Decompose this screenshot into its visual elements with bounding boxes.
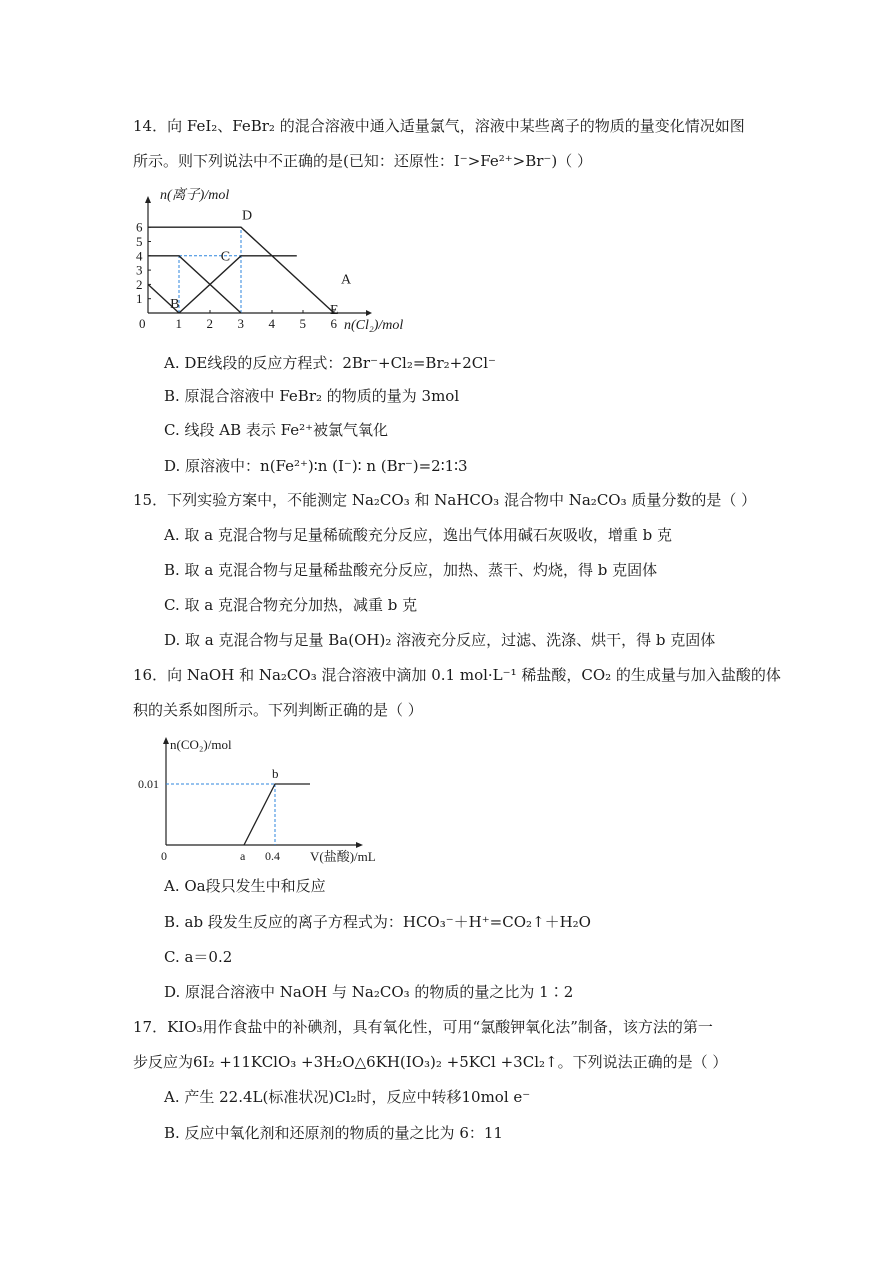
q16-option-d: D. 原混合溶液中 NaOH 与 Na₂CO₃ 的物质的量之比为 1∶2 xyxy=(164,983,574,1001)
x-tick-label: 3 xyxy=(237,316,244,331)
q16-option-a: A. Oa段只发生中和反应 xyxy=(164,877,326,895)
y-axis-label: n(CO₂)/mol xyxy=(170,737,232,752)
x-tick-label: 0.4 xyxy=(265,849,280,863)
x-axis-label: n(Cl₂)/mol xyxy=(344,318,404,333)
q16-line1: 16．向 NaOH 和 Na₂CO₃ 混合溶液中滴加 0.1 mol·L⁻¹ 稀盐酸，CO₂ 的生成量与加入盐酸的体 xyxy=(133,666,781,684)
x-tick-label: a xyxy=(240,849,246,863)
x-axis-arrow xyxy=(356,842,363,848)
series-line xyxy=(244,784,310,845)
q14-option-a: A. DE线段的反应方程式：2Br⁻+Cl₂=Br₂+2Cl⁻ xyxy=(164,354,496,372)
y-tick-label: 0.01 xyxy=(138,777,159,791)
q16-line2: 积的关系如图所示。下列判断正确的是（ ） xyxy=(133,701,423,719)
x-tick-label: 0 xyxy=(161,849,167,863)
y-tick-label: 6 xyxy=(136,219,143,235)
q16-option-c: C. a＝0.2 xyxy=(164,948,233,966)
q14-line2: 所示。则下列说法中不正确的是(已知：还原性：I⁻>Fe²⁺>Br⁻)（ ） xyxy=(133,152,592,170)
series-line xyxy=(179,256,297,313)
q15-option-a: A. 取 a 克混合物与足量稀硫酸充分反应，逸出气体用碱石灰吸收，增重 b 克 xyxy=(164,526,672,544)
x-tick-label: 2 xyxy=(206,316,213,331)
q17-line2: 步反应为6I₂ +11KClO₃ +3H₂O△6KH(IO₃)₂ +5KCl +3Cl₂↑。下列说法正确的是（ ） xyxy=(133,1053,728,1071)
x-tick-label: 5 xyxy=(299,316,306,331)
y-tick-label: 3 xyxy=(136,262,143,278)
q15-line1: 15．下列实验方案中，不能测定 Na₂CO₃ 和 NaHCO₃ 混合物中 Na₂CO₃ 质量分数的是（ ） xyxy=(133,491,757,509)
point-label-b: B xyxy=(170,297,180,313)
q17-line1: 17．KIO₃用作食盐中的补碘剂，具有氧化性，可用“氯酸钾氧化法”制备，该方法的第一 xyxy=(133,1018,713,1036)
y-tick-label: 4 xyxy=(136,248,143,264)
y-tick-label: 5 xyxy=(136,234,143,249)
figure-16-chart xyxy=(138,735,388,865)
y-tick-label: 1 xyxy=(136,291,143,307)
point-label-e: E xyxy=(330,302,339,318)
y-axis-arrow xyxy=(145,196,151,203)
q15-option-b: B. 取 a 克混合物与足量稀盐酸充分反应，加热、蒸干、灼烧，得 b 克固体 xyxy=(164,561,658,579)
q14-option-b: B. 原混合溶液中 FeBr₂ 的物质的量为 3mol xyxy=(164,387,460,405)
q14-option-c: C. 线段 AB 表示 Fe²⁺被氯气氧化 xyxy=(164,421,389,439)
y-axis-arrow xyxy=(163,737,169,744)
figure-14-chart xyxy=(128,185,428,340)
y-tick-label: 2 xyxy=(136,276,143,292)
q17-option-b: B. 反应中氧化剂和还原剂的物质的量之比为 6：11 xyxy=(164,1124,503,1142)
x-tick-label: 6 xyxy=(330,316,337,331)
x-tick-label: 1 xyxy=(175,316,182,331)
q14-option-d: D. 原溶液中：n(Fe²⁺)∶n (I⁻)∶ n (Br⁻)=2∶1∶3 xyxy=(164,457,468,475)
q16-option-b: B. ab 段发生反应的离子方程式为：HCO₃⁻＋H⁺=CO₂↑＋H₂O xyxy=(164,913,591,931)
x-tick-label: 0 xyxy=(139,316,146,331)
x-axis-label: V(盐酸)/mL xyxy=(310,849,376,864)
point-label-d: D xyxy=(242,208,253,224)
x-tick-label: 4 xyxy=(268,316,275,331)
point-label-a: A xyxy=(341,272,352,288)
q14-line1: 14．向 FeI₂、FeBr₂ 的混合溶液中通入适量氯气，溶液中某些离子的物质的量变化情况如图 xyxy=(133,117,745,135)
x-axis-arrow xyxy=(366,310,372,316)
point-label-c: C xyxy=(220,249,231,265)
q15-option-d: D. 取 a 克混合物与足量 Ba(OH)₂ 溶液充分反应，过滤、洗涤、烘干，得 b 克固体 xyxy=(164,631,716,649)
q15-option-c: C. 取 a 克混合物充分加热，减重 b 克 xyxy=(164,596,418,614)
y-axis-label: n(离子)/mol xyxy=(160,188,230,203)
point-label-b: b xyxy=(272,766,279,781)
q17-option-a: A. 产生 22.4L(标准状况)Cl₂时，反应中转移10mol e⁻ xyxy=(164,1088,531,1106)
